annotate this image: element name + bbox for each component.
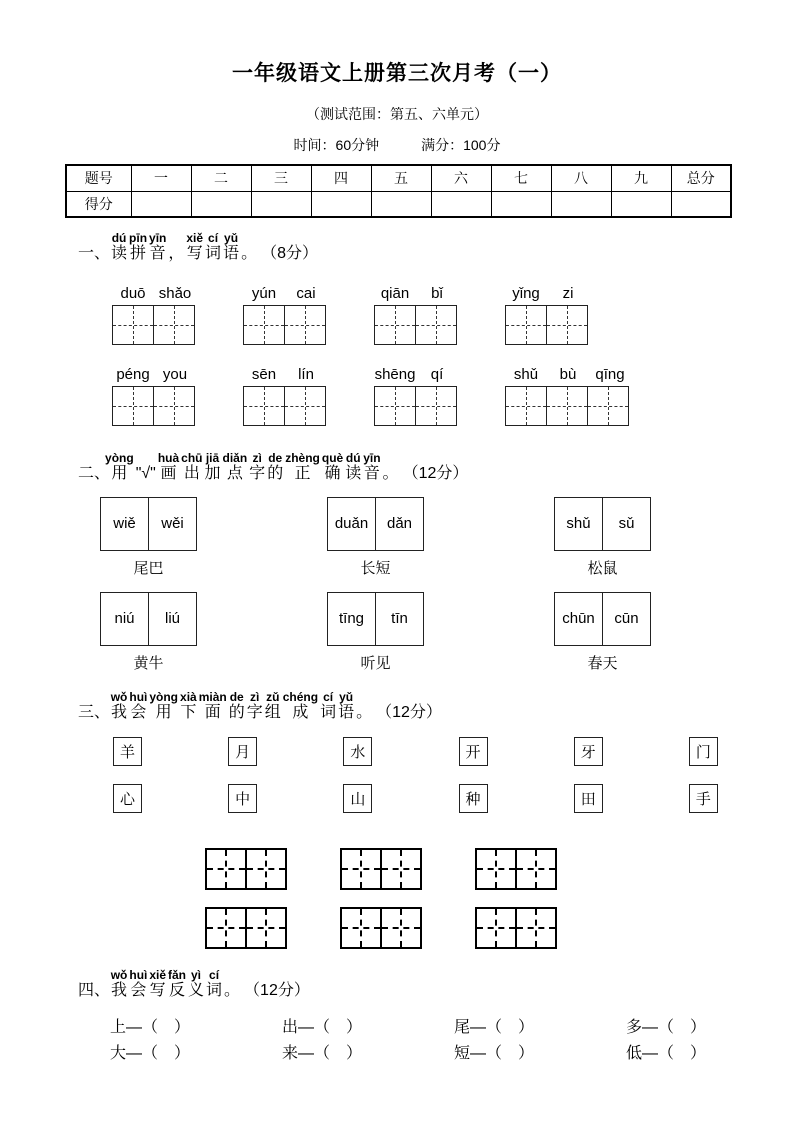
section-1-points: （8分） [261, 245, 318, 262]
writing-cell[interactable] [505, 386, 547, 426]
full-score-label: 满分：100分 [421, 137, 501, 153]
writing-cell[interactable] [415, 305, 457, 345]
word-label: 春天 [587, 654, 618, 672]
answer-grid [205, 907, 287, 949]
pronunciation-choice-row-2 [100, 592, 651, 673]
score-table-col: 一 [131, 165, 191, 191]
pronunciation-option[interactable]: wěi [148, 497, 197, 551]
writing-cell[interactable] [284, 305, 326, 345]
score-table [65, 164, 732, 218]
writing-grid [243, 386, 327, 426]
section-1-heading [78, 232, 794, 263]
answer-grid [340, 907, 422, 949]
pronunciation-option[interactable]: dǎn [375, 497, 424, 551]
pinyin-write-row-2 [112, 366, 794, 426]
antonym-row-1 [110, 1017, 706, 1038]
pinyin-word-group [505, 366, 631, 426]
pinyin-label: shǔ bù qīng [513, 365, 625, 383]
antonym-item[interactable]: 低—（ ） [625, 1045, 706, 1063]
character-tile[interactable]: 门 [689, 737, 718, 766]
writing-cell[interactable] [587, 386, 629, 426]
pinyin-write-row-1 [112, 285, 794, 345]
score-cell[interactable] [191, 191, 251, 217]
writing-cell[interactable] [153, 305, 195, 345]
section-4-title: 我wǒ会huì写xiě反fǎn义yì词cí。 [110, 968, 241, 1000]
writing-grid [112, 386, 196, 426]
score-cell[interactable] [551, 191, 611, 217]
section-3-heading [78, 691, 794, 722]
pinyin-word-group [243, 285, 327, 345]
score-cell[interactable] [311, 191, 371, 217]
pronunciation-option[interactable]: wiě [100, 497, 149, 551]
option-box [327, 497, 424, 551]
pinyin-label: sēn lín [251, 365, 314, 383]
section-3-number: 三、 [78, 703, 111, 721]
character-tile[interactable]: 田 [574, 784, 603, 813]
writing-cell[interactable] [475, 907, 517, 949]
section-2-number: 二、 [78, 464, 111, 482]
pinyin-word-group [243, 366, 327, 426]
answer-grid [475, 907, 557, 949]
pinyin-word-group [505, 285, 589, 345]
word-label: 尾巴 [133, 559, 164, 577]
option-box [327, 592, 424, 646]
score-cell[interactable] [131, 191, 191, 217]
pronunciation-option[interactable]: tīn [375, 592, 424, 646]
score-table-col: 五 [371, 165, 431, 191]
writing-cell[interactable] [340, 907, 382, 949]
option-box [100, 592, 197, 646]
pinyin-label: péng you [116, 365, 188, 383]
score-cell[interactable] [371, 191, 431, 217]
score-table-col: 九 [611, 165, 671, 191]
antonym-item[interactable]: 来—（ ） [281, 1045, 362, 1063]
writing-cell[interactable] [374, 386, 416, 426]
word-label: 长短 [360, 559, 391, 577]
writing-cell[interactable] [243, 386, 285, 426]
section-4-heading [78, 969, 794, 1000]
writing-cell[interactable] [475, 848, 517, 890]
score-table-col: 三 [251, 165, 311, 191]
word-label: 松鼠 [587, 559, 618, 577]
writing-cell[interactable] [243, 305, 285, 345]
pronunciation-option[interactable]: chūn [554, 592, 603, 646]
character-tile-row-2 [113, 784, 718, 813]
writing-grid [505, 386, 631, 426]
time-limit-label: 时间：60分钟 [293, 137, 380, 153]
score-cell[interactable] [491, 191, 551, 217]
section-4-number: 四、 [78, 982, 111, 1000]
writing-cell[interactable] [380, 848, 422, 890]
section-1-title: 读dú拼pīn音yīn， 写xiě词cí语yǔ。 [111, 231, 258, 262]
character-tile[interactable]: 开 [459, 737, 488, 766]
character-tile[interactable]: 牙 [574, 737, 603, 766]
pronunciation-option[interactable]: shǔ [554, 497, 603, 551]
pinyin-label: qiān bǐ [380, 284, 443, 302]
word-label: 听见 [360, 654, 391, 672]
pronunciation-option[interactable]: sǔ [602, 497, 651, 551]
character-tile[interactable]: 中 [228, 784, 257, 813]
score-cell[interactable] [251, 191, 311, 217]
section-4-points: （12分） [244, 982, 310, 1000]
writing-cell[interactable] [205, 907, 247, 949]
score-table-col: 二 [191, 165, 251, 191]
writing-cell[interactable] [374, 305, 416, 345]
character-tile[interactable]: 心 [113, 784, 142, 813]
section-3-title: 我wǒ会huì用yòng下xià面miàn的de字zì组zǔ成chéng词cí语yǔ。 [110, 689, 373, 721]
pinyin-label: shēng qí [374, 365, 444, 383]
pinyin-word-group [112, 285, 196, 345]
writing-cell[interactable] [153, 386, 195, 426]
antonym-item[interactable]: 出—（ ） [281, 1019, 362, 1037]
antonym-item[interactable]: 大—（ ） [110, 1045, 191, 1063]
pinyin-label: duō shǎo [120, 284, 192, 302]
option-box [100, 497, 197, 551]
score-table-col: 八 [551, 165, 611, 191]
writing-cell[interactable] [515, 907, 557, 949]
writing-cell[interactable] [546, 386, 588, 426]
writing-cell[interactable] [284, 386, 326, 426]
writing-grid [243, 305, 327, 345]
score-table-col: 六 [431, 165, 491, 191]
character-tile[interactable]: 羊 [113, 737, 142, 766]
score-cell[interactable] [671, 191, 731, 217]
writing-grid [112, 305, 196, 345]
writing-cell[interactable] [505, 305, 547, 345]
section-3-points: （12分） [376, 703, 442, 721]
score-table-score-row [66, 191, 731, 217]
score-table-col: 七 [491, 165, 551, 191]
score-table-col: 四 [311, 165, 371, 191]
section-2-title: 用yòng"√" 画huà出chū加jiā点diǎn字zì的de正zhèng确què读dú音yīn。 [105, 450, 399, 482]
writing-grid [374, 305, 458, 345]
writing-cell[interactable] [112, 305, 154, 345]
pinyin-label: yǐng zi [512, 284, 574, 302]
writing-grid [374, 386, 458, 426]
writing-cell[interactable] [546, 305, 588, 345]
antonym-row-2 [110, 1043, 706, 1064]
score-table-col: 总分 [671, 165, 731, 191]
section-2-heading [78, 452, 794, 483]
answer-grid-row-1 [205, 848, 794, 890]
answer-grid [205, 848, 287, 890]
answer-grid [475, 848, 557, 890]
antonym-item[interactable]: 短—（ ） [453, 1045, 534, 1063]
choice-group [554, 497, 651, 578]
option-box [554, 497, 651, 551]
writing-cell[interactable] [245, 907, 287, 949]
antonym-item[interactable]: 多—（ ） [625, 1019, 706, 1037]
section-2-points: （12分） [402, 464, 469, 482]
score-cell[interactable] [611, 191, 671, 217]
pronunciation-option[interactable]: niú [100, 592, 149, 646]
pinyin-word-group [374, 285, 458, 345]
answer-grid [340, 848, 422, 890]
writing-grid [505, 305, 589, 345]
writing-cell[interactable] [380, 907, 422, 949]
pronunciation-option[interactable]: duǎn [327, 497, 376, 551]
choice-group [327, 497, 424, 578]
option-box [554, 592, 651, 646]
section-1-number: 一、 [78, 245, 111, 262]
exam-info-line [0, 135, 794, 155]
writing-cell[interactable] [515, 848, 557, 890]
pronunciation-option[interactable]: tīng [327, 592, 376, 646]
pronunciation-option[interactable]: liú [148, 592, 197, 646]
writing-cell[interactable] [245, 848, 287, 890]
pinyin-word-group [112, 366, 196, 426]
score-cell[interactable] [431, 191, 491, 217]
antonym-item[interactable]: 上—（ ） [110, 1019, 191, 1037]
score-table-header-row [66, 165, 731, 191]
character-tile[interactable]: 水 [343, 737, 372, 766]
writing-cell[interactable] [340, 848, 382, 890]
pronunciation-option[interactable]: cūn [602, 592, 651, 646]
character-tile-row-1 [113, 737, 718, 766]
answer-grid-row-2 [205, 907, 794, 949]
word-label: 黄牛 [133, 654, 164, 672]
page-title: 一年级语文上册第三次月考（一） [232, 62, 562, 85]
character-tile[interactable]: 山 [343, 784, 372, 813]
writing-cell[interactable] [205, 848, 247, 890]
choice-group [554, 592, 651, 673]
choice-group [100, 592, 197, 673]
pinyin-label: yún cai [251, 284, 316, 302]
choice-group [327, 592, 424, 673]
writing-cell[interactable] [112, 386, 154, 426]
antonym-item[interactable]: 尾—（ ） [453, 1019, 534, 1037]
question-number-label: 题号 [66, 165, 131, 191]
writing-cell[interactable] [415, 386, 457, 426]
score-label: 得分 [66, 191, 131, 217]
test-scope-subtitle: （测试范围：第五、六单元） [306, 106, 488, 122]
pinyin-word-group [374, 366, 458, 426]
character-tile[interactable]: 月 [228, 737, 257, 766]
character-tile[interactable]: 手 [689, 784, 718, 813]
character-tile[interactable]: 种 [459, 784, 488, 813]
choice-group [100, 497, 197, 578]
pronunciation-choice-row-1 [100, 497, 651, 578]
